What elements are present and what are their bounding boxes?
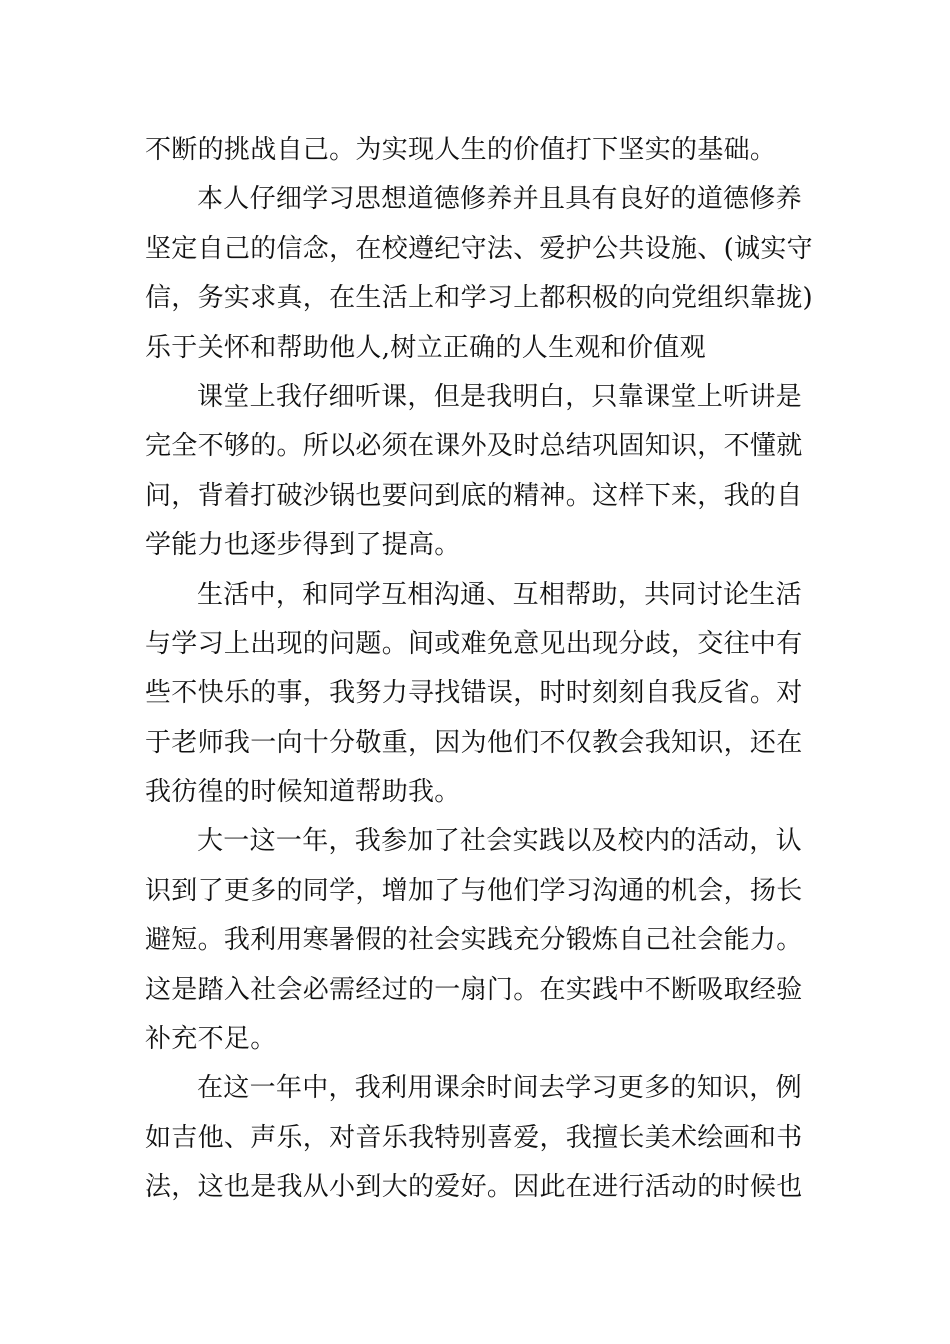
text-line-12: 些不快乐的事，我努力寻找错误，时时刻刻自我反省。对 xyxy=(145,678,803,709)
text-line-5: 乐于关怀和帮助他人,树立正确的人生观和价值观 xyxy=(145,332,706,363)
text-line-14: 我彷徨的时候知道帮助我。 xyxy=(145,777,461,808)
text-line-1: 不断的挑战自己。为实现人生的价值打下坚实的基础。 xyxy=(145,135,777,165)
text-line-2: 本人仔细学习思想道德修养并且具有良好的道德修养 xyxy=(197,184,802,215)
document-body xyxy=(145,126,815,1213)
text-line-9: 学能力也逐步得到了提高。 xyxy=(145,530,461,561)
text-line-19: 补充不足。 xyxy=(145,1024,277,1055)
text-line-3: 坚定自己的信念，在校遵纪守法、爱护公共设施、(诚实守 xyxy=(145,233,813,264)
text-line-6: 课堂上我仔细听课，但是我明白，只靠课堂上听讲是 xyxy=(197,381,802,412)
text-line-17: 避短。我利用寒暑假的社会实践充分锻炼自己社会能力。 xyxy=(145,925,803,956)
text-line-18: 这是踏入社会必需经过的一扇门。在实践中不断吸取经验 xyxy=(145,974,803,1005)
text-line-8: 问，背着打破沙锅也要问到底的精神。这样下来，我的自 xyxy=(145,480,803,511)
text-line-7: 完全不够的。所以必须在课外及时总结巩固知识，不懂就 xyxy=(145,431,803,462)
text-line-15: 大一这一年，我参加了社会实践以及校内的活动，认 xyxy=(197,826,802,857)
text-line-20: 在这一年中，我利用课余时间去学习更多的知识，例 xyxy=(197,1073,802,1104)
text-line-4: 信，务实求真，在生活上和学习上都积极的向党组织靠拢) xyxy=(145,283,813,314)
text-line-22: 法，这也是我从小到大的爱好。因此在进行活动的时候也 xyxy=(145,1172,803,1203)
text-line-13: 于老师我一向十分敬重，因为他们不仅教会我知识，还在 xyxy=(145,727,803,758)
text-line-11: 与学习上出现的问题。间或难免意见出现分歧，交往中有 xyxy=(145,628,803,659)
text-line-10: 生活中，和同学互相沟通、互相帮助，共同讨论生活 xyxy=(197,579,802,610)
text-line-21: 如吉他、声乐，对音乐我特别喜爱，我擅长美术绘画和书 xyxy=(145,1122,803,1153)
text-line-16: 识到了更多的同学，增加了与他们学习沟通的机会，扬长 xyxy=(145,875,803,906)
